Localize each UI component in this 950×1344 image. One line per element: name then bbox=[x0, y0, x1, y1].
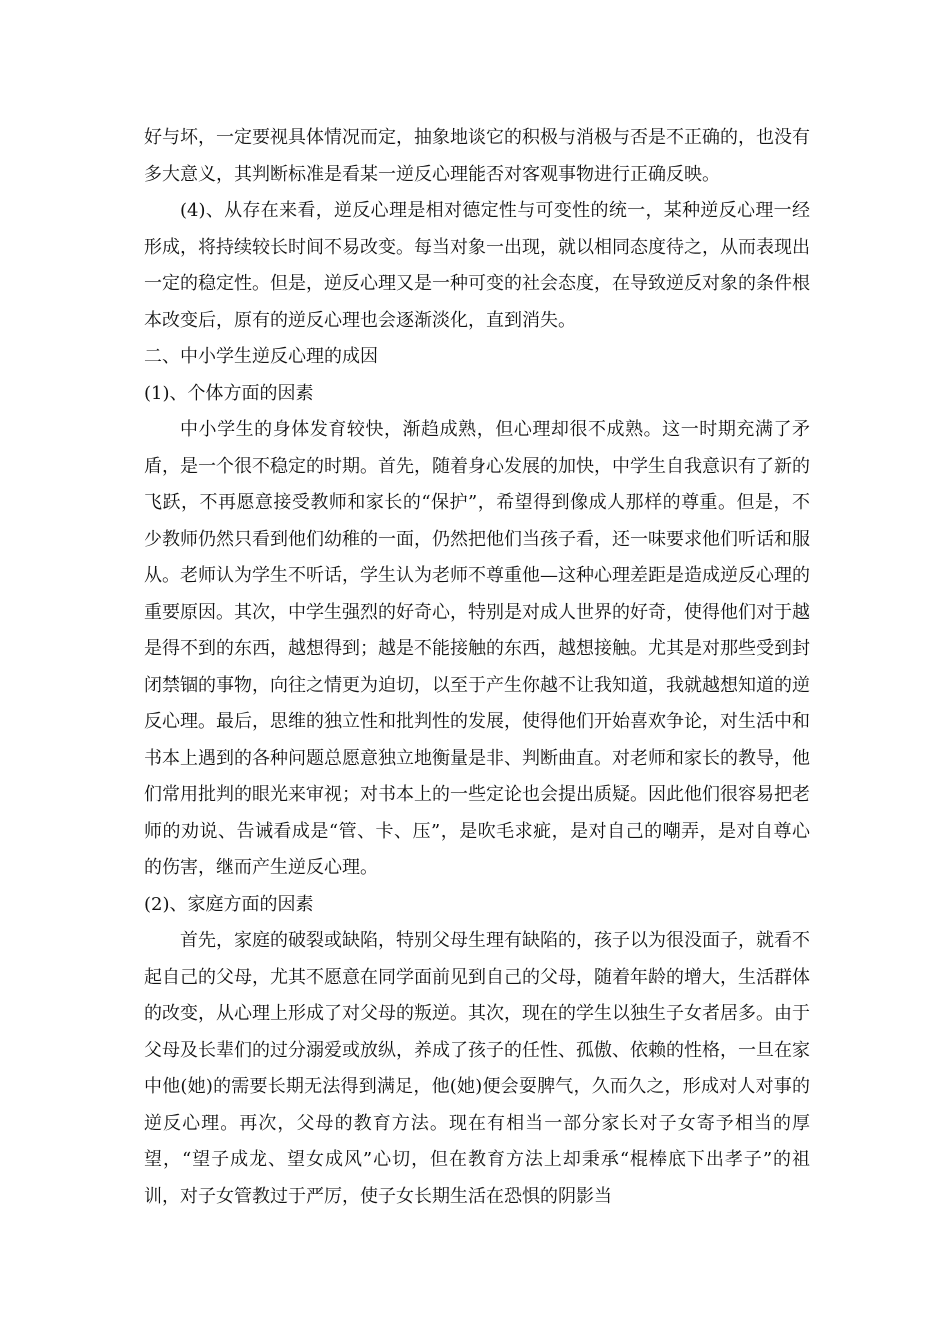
document-body bbox=[144, 120, 810, 1215]
subsection-heading-family: (2)、家庭方面的因素 bbox=[144, 893, 314, 915]
paragraph-continuation: 好与坏，一定要视具体情况而定，抽象地谈它的积极与消极与否是不正确的，也没有多大意义，其判断标准是看某一逆反心理能否对客观事物进行正确反映。 bbox=[144, 127, 810, 185]
paragraph-family-factors: 首先，家庭的破裂或缺陷，特别父母生理有缺陷的，孩子以为很没面子，就看不起自己的父母，尤其不愿意在同学面前见到自己的父母，随着年龄的增大，生活群体的改变，从心理上形成了对父母的叛逆。其次，现在的学生以独生子女者居多。由于父母及长辈们的过分溺爱或放纵，养成了孩子的任性、孤傲、依赖的性格，一旦在家中他(她)的需要长期无法得到满足，他(她)便会耍脾气，久而久之，形成对人对事的逆反心理。再次，父母的教育方法。现在有相当一部分家长对子女寄予相当的厚望，“望子成龙、望女成风”心切，但在教育方法上却秉承“棍棒底下出孝子”的祖训，对子女管教过于严厉，使子女长期生活在恐惧的阴影当 bbox=[144, 930, 810, 1207]
paragraph-individual-factors: 中小学生的身体发育较快，渐趋成熟，但心理却很不成熟。这一时期充满了矛盾，是一个很不稳定的时期。首先，随着身心发展的加快，中学生自我意识有了新的飞跃，不再愿意接受教师和家长的“保护”，希望得到像成人那样的尊重。但是，不少教师仍然只看到他们幼稚的一面，仍然把他们当孩子看，还一味要求他们听话和服从。老师认为学生不听话，学生认为老师不尊重他—这种心理差距是造成逆反心理的重要原因。其次，中学生强烈的好奇心，特别是对成人世界的好奇，使得他们对于越是得不到的东西，越想得到；越是不能接触的东西，越想接触。尤其是对那些受到封闭禁锢的事物，向往之情更为迫切，以至于产生你越不让我知道，我就越想知道的逆反心理。最后，思维的独立性和批判性的发展，使得他们开始喜欢争论，对生活中和书本上遇到的各种问题总愿意独立地衡量是非、判断曲直。对老师和家长的教导，他们常用批判的眼光来审视；对书本上的一些定论也会提出质疑。因此他们很容易把老师的劝说、告诫看成是“管、卡、压”，是吹毛求疵，是对自己的嘲弄，是对自尊心的伤害，继而产生逆反心理。 bbox=[144, 419, 810, 878]
paragraph-stability: (4)、从存在来看，逆反心理是相对德定性与可变性的统一，某种逆反心理一经形成，将持续较长时间不易改变。每当对象一出现，就以相同态度待之，从而表现出一定的稳定性。但是，逆反心理又是一种可变的社会态度，在导致逆反对象的条件根本改变后，原有的逆反心理也会逐渐淡化，直到消失。 bbox=[144, 200, 810, 331]
subsection-heading-individual: (1)、个体方面的因素 bbox=[144, 382, 314, 404]
section-heading: 二、中小学生逆反心理的成因 bbox=[144, 346, 378, 367]
